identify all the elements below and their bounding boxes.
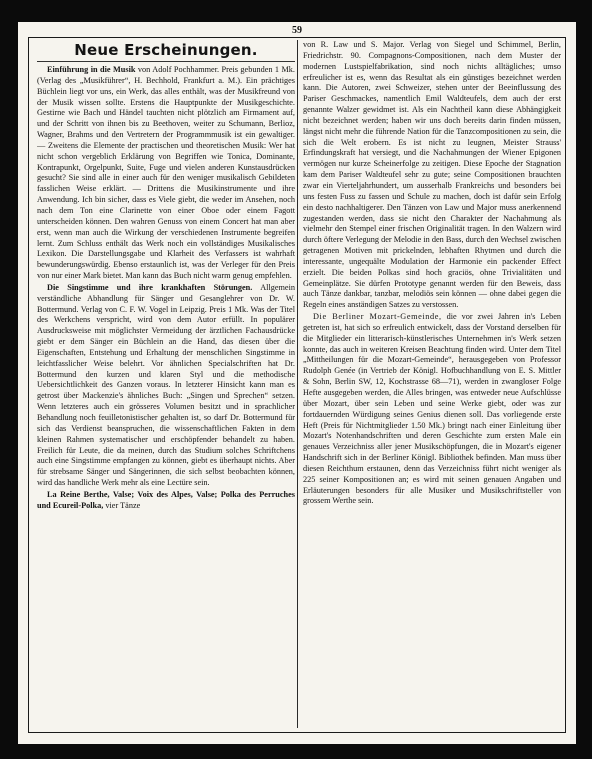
- review-dances: [37, 490, 295, 512]
- page-number: 59: [292, 25, 302, 36]
- review-singstimme: [37, 283, 295, 489]
- review-pochhammer: [37, 65, 295, 282]
- review-singstimme-title: Die Singstimme und ihre krankhaften Störungen.: [47, 282, 253, 292]
- review-dances-continued-body: von R. Law und S. Major. Verlag von Siegel und Schimmel, Berlin, Friedrichstr. 90. Compagnons-Compositionen, nach dem Muster der modernen Lustspielfabrikation, sind noch nichts alltägliches; umso erfreulicher ist es, wenn das Resultat als ein günstiges bezeichnet werden kann. Die Autoren, zwei Schweizer, stehen unter der Beeinflussung des Pariser Geschmackes, namentlich Emil Waldteufels, dem auch der erst genannte Walzer gewidmet ist. Als ein Nachtheil kann diese Abhängigkeit nicht bezeichnet werden; haben wir uns doch bereits darin finden müssen, längst nicht mehr die führende Nation für die Tanzcompositionen zu sein, die sich die Welt erobern. Es ist nicht zu leugnen, Meister Strauss' Erfindungskraft hat versiegt, und die Nachahmungen der Wiener Epigonen vermögen nur kurze Scheinerfolge zu zeitigen. Diese Epoche der Stagnation kam dem Pariser Waldteufel sehr zu gute; seine Compositionen brauchten zwar ein Vierteljahrhundert, um ausserhalb Frankreichs und besonders bei uns festen Fuss zu fassen und Schule zu machen, doch ist dafür sein Erfolg ein desto nachhaltigerer. Den Tänzen von Law und Major muss anerkennend zugestanden werden, dass sie nicht den Charakter der Nachahmung als vielmehr den Stempel einer frischen Originalität tragen. In den Walzern wird durch öftere Verlegung der Melodie in den Bass, durch den Wechsel zwischen getragenen Motiven mit prickelnden, lebhaften Rhytmen und durch die interessante, ungequälte Modulation der Harmonie ein packender Effect erzielt. Die beiden Polkas sind hoch graciös, ohne Trivialitäten und Gemeinplätze. Sie dürfen Prototype genannt werden für den Beweis, dass auch Tänze dankbar, tanzbar, melodiös sein können — ohne dabei gegen die Regeln eines anständigen Satzes zu verstossen.: [303, 40, 561, 310]
- review-pochhammer-body: von Adolf Pochhammer. Preis gebunden 1 Mk. (Verlag des „Musikführer“, H. Bechhold, Frankfurt a. M.). Ein prächtiges Büchlein liegt vor uns, ein Werk, das alles enthält, was der Musikfreund von der Musik wissen sollte. Erstens die Hauptpunkte der Musikgeschichte. Gestirne wie Bach und Händel tauchten nicht plötzlich am Firmament auf, und der Schritt von ihnen bis zu Beethoven, weiter zu Schumann, Berlioz, Wagner, Brahms und den Vertretern der Programmmusik ist ein gewaltiger. — Zweitens die Elemente der practischen und theoretischen Musik: Wer hat nicht schon vergeblich Erklärung von Begriffen wie Tonica, Dominante, Kontrapunkt, Orgelpunkt, Suite, Fuge und vielen anderen Kunstausdrücken gesucht? Sie sind alle in einer auch für den weniger musikalisch Gebildeten fasslichen Weise erklärt. — Drittens die Musikinstrumente und ihre Anwendung. Ich bin sicher, dass es Viele giebt, die weder im Ansehen, noch nach dem Ton eine Clarinette von einer Oboe oder einem Fagott unterscheiden können. Den wahren Genuss von einem Concert hat man aber erst, wenn man auch die Wirkung der verschiedenen Instrumente begreifen lernt. Zum Schluss enthält das Werk noch ein vollständiges Musikalisches Lexikon. Die Darstellungsgabe und Klarheit des Verfassers ist wahrhaft bewunderungswürdig. Ebenso erstaunlich ist, was der Verleger für den Preis von nur einer Mark bietet. Man kann das Buch nicht warm genug empfehlen.: [37, 65, 295, 281]
- left-column: [37, 40, 295, 730]
- content-frame: [28, 37, 566, 733]
- review-dances-body: vier Tänze: [105, 500, 141, 510]
- report-mozart-title: Die Berliner Mozart-Gemeinde,: [313, 312, 442, 322]
- report-mozart-body: die vor zwei Jahren in's Leben getreten ist, hat sich so erfreulich entwickelt, dass der Vorstand derselben für die Mitglieder ein litterarisch-künstlerisches Unternehmen in's Werk setzen konnte, das auch in weiteren Kreisen Beachtung finden wird. Unter dem Titel „Mittheilungen für die Mozart-Gemeinde“, herausgegeben von Professor Rudolph Genée (in Vertrieb der Königl. Hofbuchhandlung von E. S. Mittler & Sohn, Berlin SW, 12, Kochstrasse 68—71), werden in zwangloser Folge Hefte ausgegeben werden, die Alles bringen, was entweder neue Aufschlüsse über Mozart, über sein Leben und seine Werke giebt, oder was zur fortdauernden Würdigung seines Genius dienen soll. Das vorliegende erste Heft (Preis für Nichtmitglieder 1.50 Mk.) bringt nach einer Einleitung über Mozart's Notenhandschriften und deren Geschichte zum ersten Male ein genaues Verzeichniss aller jener Musikschöpfungen, die in Mozart's eigener Handschrift sich in der Berliner Königl. Bibliothek befinden. Man muss über diesen Reichthum erstaunen, denn das Verzeichniss führt nicht weniger als 225 seiner Kompositionen an; es wird mit seinen genauen Angaben und Erläuterungen besonders für alle Musiker und Musikschriftsteller von grossem Werthe sein.: [303, 312, 561, 506]
- newspaper-page: [18, 22, 576, 744]
- report-mozart-gemeinde: [303, 312, 561, 507]
- column-divider: [297, 40, 298, 728]
- section-headline: Neue Erscheinungen.: [37, 40, 295, 62]
- right-column: [303, 40, 561, 730]
- review-dances-continued: [303, 40, 561, 311]
- review-pochhammer-title: Einführung in die Musik: [47, 65, 136, 74]
- review-singstimme-body: Allgemein verständliche Abhandlung für Sänger und Gesanglehrer von Dr. W. Bottermund. Verlag von C. F. W. Vogel in Leipzig. Preis 1 Mk. Was der Titel des Werkchens verspricht, wird von dem Autor erfüllt. In populärer Ausdrucksweise mit möglichster Vermeidung der ärztlichen Fachausdrücke giebt er dem Sänger ein Büchlein an die Hand, das diesen über die Eigenschaften, Entstehung und Erhaltung der menschlichen Singstimme in leichtfasslicher Weise belehrt. Vor ähnlichen Specialschriften hat Dr. Bottermund den kurzen und klaren Styl und die methodische Uebersichtlichkeit des Ganzen voraus. In letzterer Hinsicht kann man es getrost über Mackenzie's ähnliches Buch: „Singen und Sprechen“ setzen. Wenn letzteres auch ein grösseres Volumen besitzt und in sprachlicher Behandlung noch feuilletonistischer gehalten ist, so darf Dr. Bottermund für sich das Verdienst beanspruchen, die wissenschaftlichen Fakten in dem kleinen Rahmen systematischer und erschöpfender behandelt zu haben. Freilich für Leute, die da meinen, durch das Studium solches Schriftchens auch eine Singstimme empfangen zu können, giebt es überhaupt nichts. Aber für strebsame Sänger und Sängerinnen, die sich selbst beobachten können, wird das handliche Werk mehr als eine Lectüre sein.: [37, 282, 295, 488]
- review-dances-title: La Reine Berthe, Valse; Voix des Alpes, Valse; Polka des Perruches und Ecureil-Polka,: [37, 489, 295, 510]
